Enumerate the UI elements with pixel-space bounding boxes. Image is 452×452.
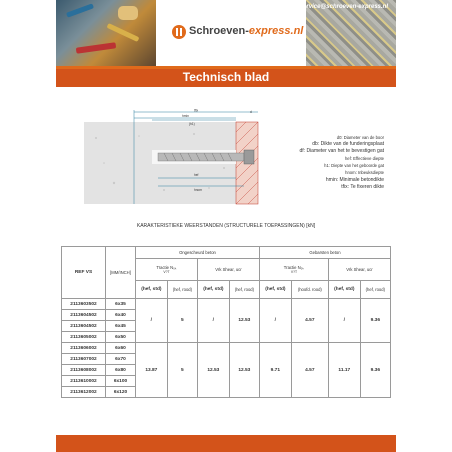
g2-tension-header: Tractie N₀ₖ V?T: [260, 259, 329, 281]
table-row-ref: 2113605002: [62, 332, 106, 343]
table-row-ref: 2113612002: [62, 387, 106, 398]
legend-item: hnom: Inbeuksdiepte: [345, 170, 384, 176]
legend-item: tfix: Te fixeren dikte: [341, 183, 384, 190]
value-cell: 13.87: [136, 343, 168, 398]
legend-item: h1: Diepte van het geboorde gat: [324, 163, 384, 169]
legend-item: db: Dikte van de funderingsplaat: [312, 141, 384, 148]
footer-band: [56, 435, 396, 452]
value-cell: /: [260, 299, 292, 343]
table-row-ref: 2113604502: [62, 321, 106, 332]
sub-header: (hef, rood): [360, 281, 390, 299]
label-d: d: [250, 110, 252, 114]
table-row-size: 6x45: [106, 321, 136, 332]
label-hef: hef: [194, 173, 199, 177]
table-row-size: 6x40: [106, 310, 136, 321]
table-row-size: 6x60: [106, 343, 136, 354]
g1-tension-header: Tractie N₀ₖ V?T: [136, 259, 198, 281]
g2-shear-header: Vrk Shear, ucr: [328, 259, 390, 281]
dimension-legend: [256, 134, 384, 191]
legend-item: d0: Diameter van de boor: [336, 135, 384, 140]
legend-item: hmin: Minimale betondikte: [325, 176, 384, 183]
label-h1: (h1): [189, 122, 195, 126]
value-cell: /: [198, 299, 230, 343]
g1-shear-header: Vrk Shear, ucr: [198, 259, 260, 281]
group-cracked: Gebarsten beton: [260, 247, 391, 259]
resistance-table: [61, 246, 391, 398]
sub-header: (hef, std): [328, 281, 360, 299]
value-cell: 12.53: [229, 343, 259, 398]
value-cell: 5: [167, 299, 197, 343]
label-tfix: tfix: [194, 108, 199, 113]
sub-header: (hef, rood): [167, 281, 197, 299]
ref-header: REF VS: [62, 247, 106, 299]
value-cell: 9.71: [260, 343, 292, 398]
legend-item: df: Diameter van het te bevestigen gat: [299, 148, 384, 155]
sub-header: (hoofd. rood): [291, 281, 328, 299]
value-cell: 4.57: [291, 343, 328, 398]
table-row-size: 6x120: [106, 387, 136, 398]
sub-header: (hef, std): [136, 281, 168, 299]
table-row-size: 6x50: [106, 332, 136, 343]
size-header: [MM/INCH]: [106, 247, 136, 299]
value-cell: 9.36: [360, 343, 390, 398]
legend-item: hef: Effectieve diepte: [344, 156, 384, 162]
value-cell: 4.57: [291, 299, 328, 343]
screw: [158, 153, 244, 161]
value-cell: /: [136, 299, 168, 343]
table-row-size: 6x35: [106, 299, 136, 310]
value-cell: 12.53: [229, 299, 259, 343]
label-hmin: hmin: [182, 114, 189, 118]
sub-header: (hef, rood): [229, 281, 259, 299]
value-cell: 9.36: [360, 299, 390, 343]
table-row-size: 6x80: [106, 365, 136, 376]
table-row-ref: 2113610002: [62, 376, 106, 387]
table-row-size: 6x100: [106, 376, 136, 387]
footer-email-link[interactable]: klantenservice@schroeven-express.nl: [278, 4, 388, 10]
value-cell: 5: [167, 343, 197, 398]
value-cell: /: [328, 299, 360, 343]
logo-icon: [172, 25, 186, 39]
table-row-ref: 2113607002: [62, 354, 106, 365]
sub-header: (hef, std): [198, 281, 230, 299]
group-uncracked: Ongescheurd beton: [136, 247, 260, 259]
page-title: Technisch blad: [182, 70, 270, 84]
table-row-size: 6x70: [106, 354, 136, 365]
table-row-ref: 2113608002: [62, 365, 106, 376]
anchor-diagram: [84, 108, 264, 208]
value-cell: 11.17: [328, 343, 360, 398]
table-caption: KARAKTERISTIEKE WEERSTANDEN (STRUCTURELE TOEPASSINGEN) [kN]: [136, 223, 316, 229]
table-row-ref: 2113606002: [62, 343, 106, 354]
sub-header: (hef, std): [260, 281, 292, 299]
screw-head: [244, 150, 254, 164]
technical-sheet: [56, 0, 396, 452]
table-row-ref: 2113603502: [62, 299, 106, 310]
label-hnom: hnom: [194, 188, 202, 192]
logo-text: Schroeven-express.nl: [189, 25, 304, 37]
table-row-ref: 2113604502: [62, 310, 106, 321]
tools-photo: [56, 0, 156, 66]
value-cell: 12.53: [198, 343, 230, 398]
